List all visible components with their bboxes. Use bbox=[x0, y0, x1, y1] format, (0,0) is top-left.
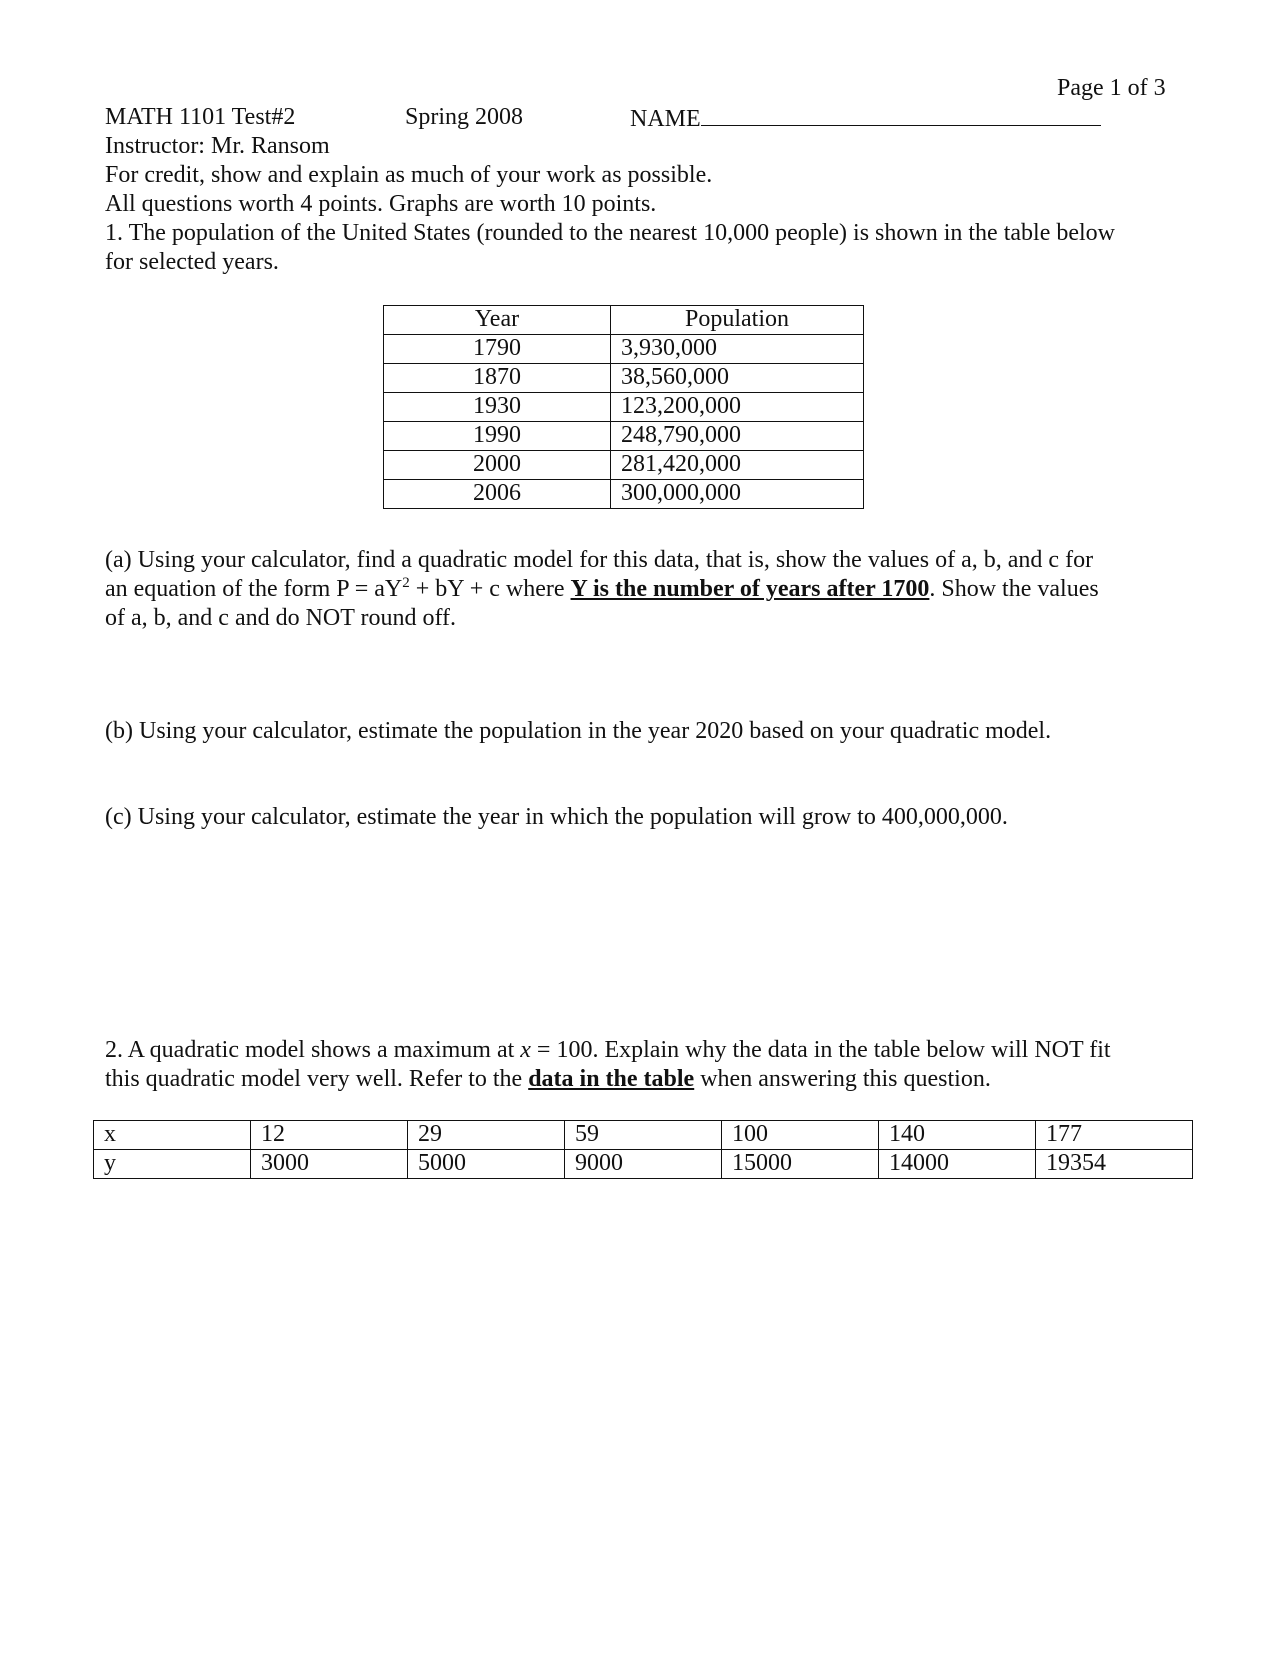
y-value-cell: 15000 bbox=[722, 1150, 879, 1179]
name-label: NAME bbox=[630, 106, 701, 132]
q2-text-line-1 bbox=[105, 1036, 1111, 1065]
x-value-cell: 140 bbox=[879, 1121, 1036, 1150]
population-cell: 281,420,000 bbox=[611, 451, 864, 480]
y-row bbox=[94, 1150, 1193, 1179]
emphasis-years-after-1700: Y is the number of years after 1700 bbox=[570, 576, 930, 602]
q2-text-line-2 bbox=[105, 1065, 991, 1094]
population-table bbox=[383, 305, 864, 509]
q2-line-2-start: this quadratic model very well. Refer to the bbox=[105, 1066, 529, 1092]
table-row bbox=[384, 335, 864, 364]
y-label-cell: y bbox=[94, 1150, 251, 1179]
exponent: 2 bbox=[402, 575, 410, 591]
x-value-cell: 12 bbox=[251, 1121, 408, 1150]
year-cell: 1930 bbox=[384, 393, 611, 422]
x-value-cell: 100 bbox=[722, 1121, 879, 1150]
instructions-line-2: All questions worth 4 points. Graphs are worth 10 points. bbox=[105, 191, 657, 217]
table-header-row bbox=[384, 306, 864, 335]
year-cell: 2006 bbox=[384, 480, 611, 509]
population-cell: 38,560,000 bbox=[611, 364, 864, 393]
x-row bbox=[94, 1121, 1193, 1150]
x-value-cell: 59 bbox=[565, 1121, 722, 1150]
table-row bbox=[384, 451, 864, 480]
q1a-line-2 bbox=[105, 575, 1099, 604]
year-cell: 2000 bbox=[384, 451, 611, 480]
y-value-cell: 9000 bbox=[565, 1150, 722, 1179]
q2-line-1-end: = 100. Explain why the data in the table below will NOT fit bbox=[530, 1037, 1111, 1063]
q1c-text: (c) Using your calculator, estimate the year in which the population will grow to 400,000,000. bbox=[105, 804, 1008, 830]
year-header: Year bbox=[384, 306, 611, 335]
instructor: Instructor: Mr. Ransom bbox=[105, 133, 330, 159]
page-number: Page 1 of 3 bbox=[1057, 75, 1166, 101]
y-value-cell: 3000 bbox=[251, 1150, 408, 1179]
xy-data-table bbox=[93, 1120, 1193, 1179]
equation-text: an equation of the form P = aY bbox=[105, 576, 403, 602]
q1a-line-2-end: . Show the values bbox=[929, 576, 1099, 602]
population-header: Population bbox=[611, 306, 864, 335]
q2-line-1-start: 2. A quadratic model shows a maximum at bbox=[105, 1037, 521, 1063]
y-value-cell: 5000 bbox=[408, 1150, 565, 1179]
q1b-text: (b) Using your calculator, estimate the population in the year 2020 based on your quadratic model. bbox=[105, 718, 1052, 744]
x-label-cell: x bbox=[94, 1121, 251, 1150]
name-field[interactable] bbox=[630, 103, 1101, 134]
term: Spring 2008 bbox=[405, 104, 524, 130]
y-value-cell: 14000 bbox=[879, 1150, 1036, 1179]
year-cell: 1790 bbox=[384, 335, 611, 364]
table-row bbox=[384, 422, 864, 451]
population-cell: 300,000,000 bbox=[611, 480, 864, 509]
q2-line-2-end: when answering this question. bbox=[694, 1066, 991, 1092]
q1-text-line-2: for selected years. bbox=[105, 249, 279, 275]
instructions-line-1: For credit, show and explain as much of your work as possible. bbox=[105, 162, 713, 188]
emphasis-data-in-table: data in the table bbox=[528, 1066, 695, 1092]
year-cell: 1990 bbox=[384, 422, 611, 451]
table-row bbox=[384, 393, 864, 422]
year-cell: 1870 bbox=[384, 364, 611, 393]
x-value-cell: 29 bbox=[408, 1121, 565, 1150]
q1a-line-3: of a, b, and c and do NOT round off. bbox=[105, 605, 457, 631]
population-cell: 3,930,000 bbox=[611, 335, 864, 364]
table-row bbox=[384, 364, 864, 393]
table-row bbox=[384, 480, 864, 509]
population-cell: 123,200,000 bbox=[611, 393, 864, 422]
equation-text-cont: + bY + c where bbox=[409, 576, 571, 602]
name-blank-line bbox=[701, 103, 1101, 126]
y-value-cell: 19354 bbox=[1036, 1150, 1193, 1179]
q1a-line-1: (a) Using your calculator, find a quadratic model for this data, that is, show the values of a, b, and c for bbox=[105, 547, 1094, 573]
course-title: MATH 1101 Test#2 bbox=[105, 104, 296, 130]
x-value-cell: 177 bbox=[1036, 1121, 1193, 1150]
population-cell: 248,790,000 bbox=[611, 422, 864, 451]
q1-text-line-1: 1. The population of the United States (rounded to the nearest 10,000 people) is shown in the table below bbox=[105, 220, 1116, 246]
variable-x: x bbox=[520, 1037, 531, 1063]
